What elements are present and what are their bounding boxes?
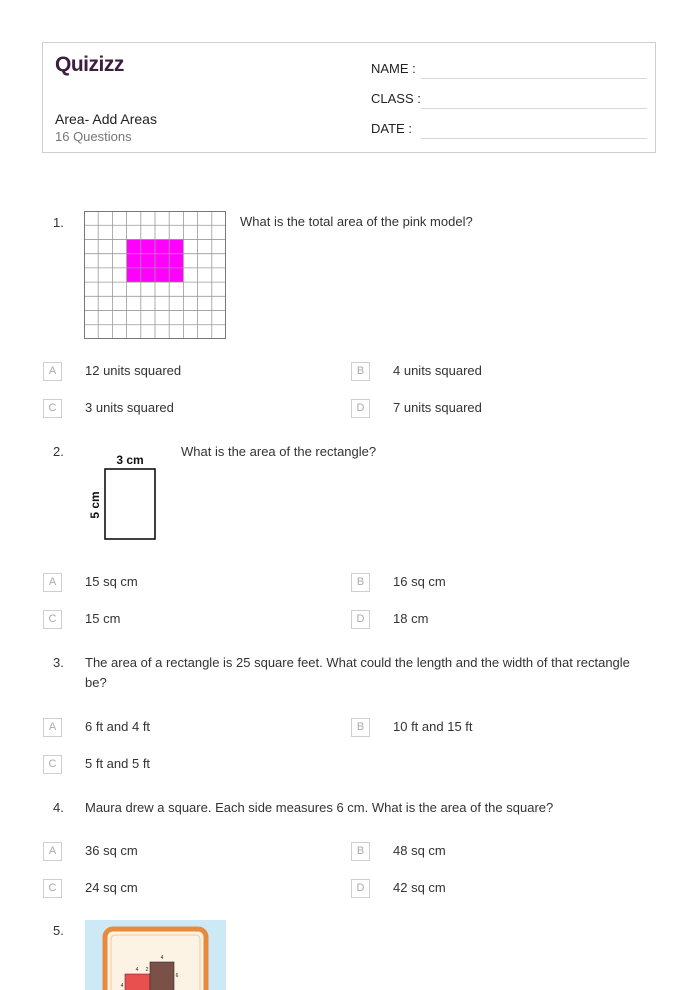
option-d-text[interactable]: 7 units squared xyxy=(393,400,482,415)
option-d-marker[interactable]: D xyxy=(351,610,370,629)
rectangle-top-label: 3 cm xyxy=(116,453,144,467)
red-block xyxy=(125,974,150,990)
option-a-marker[interactable]: A xyxy=(43,362,62,381)
option-a-marker[interactable]: A xyxy=(43,573,62,592)
option-d-text[interactable]: 42 sq cm xyxy=(393,880,446,895)
option-c-marker[interactable]: C xyxy=(43,879,62,898)
figure-label-top-left: 4 xyxy=(135,967,139,973)
option-a-marker[interactable]: A xyxy=(43,842,62,861)
figure-label-right: 6 xyxy=(175,973,179,979)
question-2-rectangle-figure xyxy=(86,449,166,543)
class-label: CLASS : xyxy=(371,91,421,106)
option-d-marker[interactable]: D xyxy=(351,399,370,418)
option-c-text[interactable]: 3 units squared xyxy=(85,400,174,415)
rectangle-side-label: 5 cm xyxy=(88,491,102,519)
option-c-marker[interactable]: C xyxy=(43,755,62,774)
question-2-text: What is the area of the rectangle? xyxy=(181,444,377,459)
question-3-text: The area of a rectangle is 25 square feet. What could the length and the width of that rectangle be? xyxy=(85,655,630,690)
rectangle-shape xyxy=(105,469,155,539)
option-a-text[interactable]: 36 sq cm xyxy=(85,843,138,858)
question-3-number: 3. xyxy=(53,655,64,670)
date-field[interactable] xyxy=(421,138,647,139)
option-b-text[interactable]: 10 ft and 15 ft xyxy=(393,719,473,734)
option-a-text[interactable]: 12 units squared xyxy=(85,363,182,378)
figure-label-top-right: 4 xyxy=(160,955,164,961)
option-b-text[interactable]: 16 sq cm xyxy=(393,574,446,589)
option-a-text[interactable]: 6 ft and 4 ft xyxy=(85,719,151,734)
question-1-text: What is the total area of the pink model? xyxy=(240,214,473,229)
grid-lines xyxy=(84,211,226,339)
option-b-marker[interactable]: B xyxy=(351,718,370,737)
option-b-text[interactable]: 4 units squared xyxy=(393,363,482,378)
date-label: DATE : xyxy=(371,121,412,136)
question-4-text: Maura drew a square. Each side measures 6 cm. What is the area of the square? xyxy=(85,800,554,815)
worksheet-header xyxy=(42,42,656,153)
question-1-grid-figure xyxy=(84,211,226,339)
option-c-marker[interactable]: C xyxy=(43,399,62,418)
option-b-marker[interactable]: B xyxy=(351,573,370,592)
figure-label-mid: 2 xyxy=(145,967,149,973)
option-a-text[interactable]: 15 sq cm xyxy=(85,574,138,589)
question-count: 16 Questions xyxy=(55,129,132,144)
question-5-picture xyxy=(85,920,226,990)
option-a-marker[interactable]: A xyxy=(43,718,62,737)
option-c-text[interactable]: 15 cm xyxy=(85,611,121,626)
option-c-text[interactable]: 24 sq cm xyxy=(85,880,138,895)
figure-label-left: 4 xyxy=(120,983,124,989)
option-d-marker[interactable]: D xyxy=(351,879,370,898)
worksheet-title: Area- Add Areas xyxy=(55,111,157,127)
question-2-number: 2. xyxy=(53,444,64,459)
quizizz-logo: Quizizz xyxy=(55,53,124,76)
option-b-text[interactable]: 48 sq cm xyxy=(393,843,446,858)
option-d-text[interactable]: 18 cm xyxy=(393,611,429,626)
option-b-marker[interactable]: B xyxy=(351,842,370,861)
brown-block xyxy=(150,962,174,990)
question-5-number: 5. xyxy=(53,923,64,938)
option-c-text[interactable]: 5 ft and 5 ft xyxy=(85,756,151,771)
option-c-marker[interactable]: C xyxy=(43,610,62,629)
class-field[interactable] xyxy=(421,108,647,109)
question-4-number: 4. xyxy=(53,800,64,815)
option-b-marker[interactable]: B xyxy=(351,362,370,381)
question-1-number: 1. xyxy=(53,215,64,230)
name-label: NAME : xyxy=(371,61,416,76)
name-field[interactable] xyxy=(421,78,647,79)
